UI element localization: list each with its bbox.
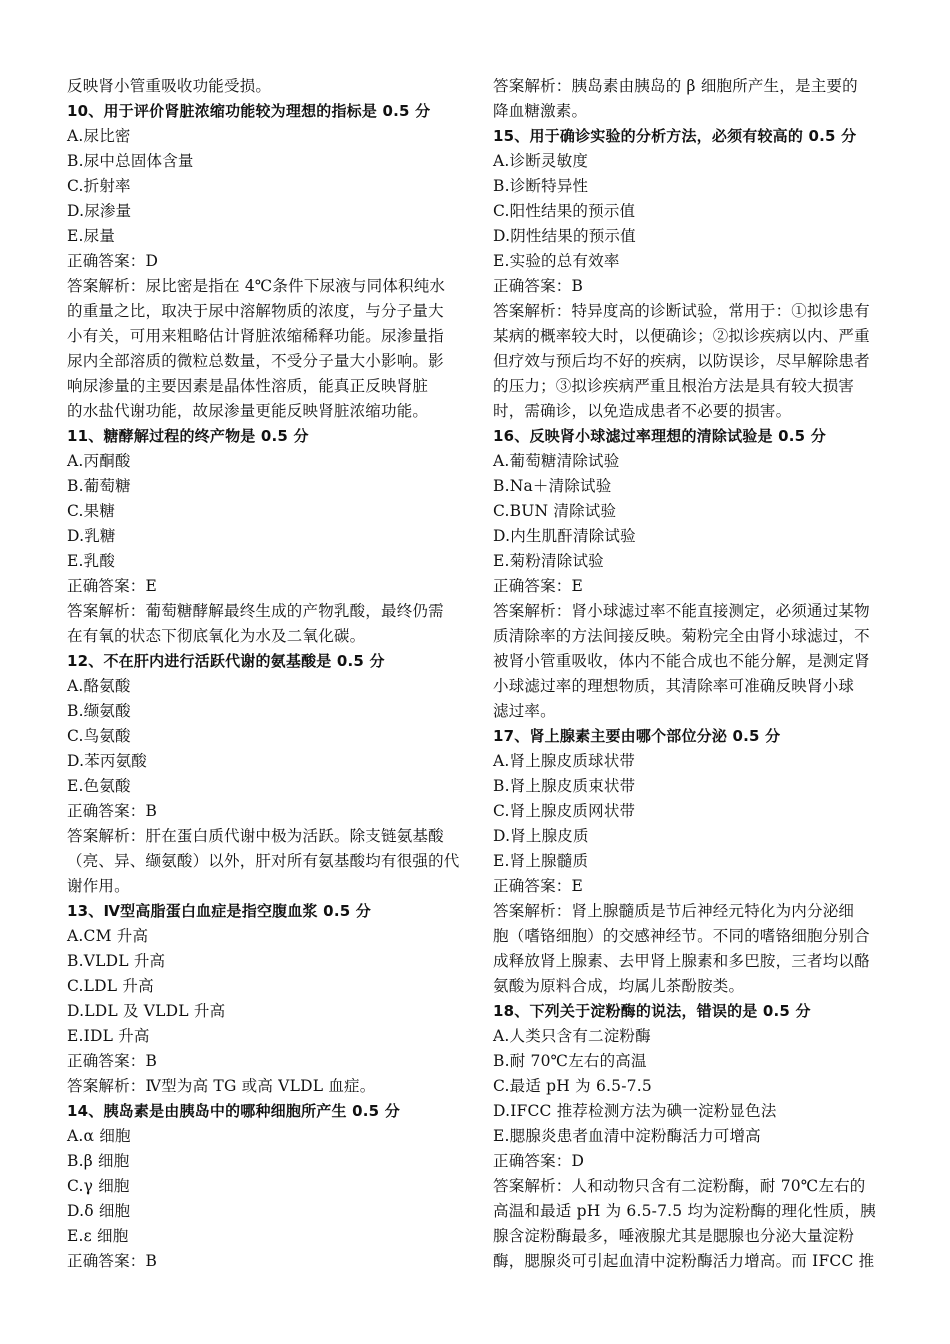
left-answer-option: C.折射率 — [67, 177, 131, 195]
right-explanation-line: 小球滤过率的理想物质，其清除率可准确反映肾小球 — [493, 677, 855, 695]
left-answer-option: C.LDL 升高 — [67, 977, 154, 995]
right-answer-option: B.诊断特异性 — [493, 177, 589, 195]
right-answer-option: E.腮腺炎患者血清中淀粉酶活力可增高 — [493, 1127, 761, 1145]
left-explanation-line: 响尿渗量的主要因素是晶体性溶质，能真正反映肾脏 — [67, 377, 429, 395]
right-answer-option: D.内生肌酐清除试验 — [493, 527, 636, 545]
right-answer-option: E.实验的总有效率 — [493, 252, 620, 270]
right-answer-option: D.肾上腺皮质 — [493, 827, 589, 845]
left-answer-option: D.苯丙氨酸 — [67, 752, 148, 770]
right-explanation-line: 质清除率的方法间接反映。菊粉完全由肾小球滤过，不 — [493, 627, 870, 645]
right-question-heading: 15、用于确诊实验的分析方法，必须有较高的 0.5 分 — [493, 127, 857, 145]
left-answer-option: C.鸟氨酸 — [67, 727, 131, 745]
right-explanation-line: 降血糖激素。 — [493, 102, 588, 120]
right-explanation-line: 答案解析：肾小球滤过率不能直接测定，必须通过某物 — [493, 602, 870, 620]
right-answer-option: E.菊粉清除试验 — [493, 552, 604, 570]
right-answer-option: A.肾上腺皮质球状带 — [493, 752, 636, 770]
left-answer-option: A.α 细胞 — [67, 1127, 131, 1145]
right-explanation-line: 答案解析：人和动物只含有二淀粉酶，耐 70℃左右的 — [493, 1177, 866, 1195]
right-answer-option: E.肾上腺髓质 — [493, 852, 589, 870]
right-explanation-line: 某病的概率较大时，以便确诊；②拟诊疾病以内、严重 — [493, 327, 870, 345]
left-answer-option: A.丙酮酸 — [67, 452, 131, 470]
right-question-heading: 16、反映肾小球滤过率理想的清除试验是 0.5 分 — [493, 427, 826, 445]
left-answer-option: E.乳酸 — [67, 552, 116, 570]
left-answer-option: B.尿中总固体含量 — [67, 152, 194, 170]
right-explanation-line: 酶，腮腺炎可引起血清中淀粉酶活力增高。而 IFCC 推 — [493, 1252, 875, 1270]
left-answer-option: B.葡萄糖 — [67, 477, 131, 495]
right-correct-answer: 正确答案：E — [493, 877, 584, 895]
left-explanation-line: 小有关，可用来粗略估计肾脏浓缩稀释功能。尿渗量指 — [67, 327, 444, 345]
left-answer-option: C.γ 细胞 — [67, 1177, 130, 1195]
right-explanation-line: 高温和最适 pH 为 6.5-7.5 均为淀粉酶的理化性质，胰 — [493, 1202, 876, 1220]
right-explanation-line: 氨酸为原料合成，均属儿茶酚胺类。 — [493, 977, 745, 995]
right-explanation-line: 但疗效与预后均不好的疾病，以防误诊，尽早解除患者 — [493, 352, 870, 370]
left-answer-option: D.尿渗量 — [67, 202, 132, 220]
left-answer-option: B.β 细胞 — [67, 1152, 130, 1170]
left-explanation-line: 谢作用。 — [67, 877, 130, 895]
right-question-heading: 18、下列关于淀粉酶的说法，错误的是 0.5 分 — [493, 1002, 811, 1020]
left-answer-option: A.尿比密 — [67, 127, 131, 145]
right-correct-answer: 正确答案：E — [493, 577, 584, 595]
left-answer-option: A.酪氨酸 — [67, 677, 131, 695]
left-correct-answer: 正确答案：B — [67, 1052, 158, 1070]
right-correct-answer: 正确答案：B — [493, 277, 584, 295]
right-answer-option: D.IFCC 推荐检测方法为碘一淀粉显色法 — [493, 1102, 777, 1120]
right-explanation-line: 滤过率。 — [493, 702, 556, 720]
left-answer-option: B.缬氨酸 — [67, 702, 131, 720]
left-question-heading: 12、不在肝内进行活跃代谢的氨基酸是 0.5 分 — [67, 652, 385, 670]
right-explanation-line: 胞（嗜铬细胞）的交感神经节。不同的嗜铬细胞分别合 — [493, 927, 870, 945]
left-answer-option: D.δ 细胞 — [67, 1202, 131, 1220]
left-correct-answer: 正确答案：B — [67, 1252, 158, 1270]
left-explanation-line: 反映肾小管重吸收功能受损。 — [67, 77, 272, 95]
left-answer-option: B.VLDL 升高 — [67, 952, 166, 970]
left-explanation-line: 尿内全部溶质的微粒总数量，不受分子量大小影响。影 — [67, 352, 444, 370]
right-explanation-line: 时，需确诊，以免造成患者不必要的损害。 — [493, 402, 792, 420]
right-column — [493, 74, 886, 1274]
left-column — [67, 74, 460, 1274]
left-question-heading: 14、胰岛素是由胰岛中的哪种细胞所产生 0.5 分 — [67, 1102, 400, 1120]
left-explanation-line: 的重量之比，取决于尿中溶解物质的浓度，与分子量大 — [67, 302, 444, 320]
left-answer-option: C.果糖 — [67, 502, 116, 520]
left-correct-answer: 正确答案：B — [67, 802, 158, 820]
right-answer-option: C.阳性结果的预示值 — [493, 202, 636, 220]
right-explanation-line: 成释放肾上腺素、去甲肾上腺素和多巴胺，三者均以酪 — [493, 952, 870, 970]
right-explanation-line: 答案解析：特异度高的诊断试验，常用于：①拟诊患有 — [493, 302, 870, 320]
right-correct-answer: 正确答案：D — [493, 1152, 585, 1170]
left-question-heading: 13、Ⅳ型高脂蛋白血症是指空腹血浆 0.5 分 — [67, 902, 371, 920]
right-explanation-line: 腺含淀粉酶最多，唾液腺尤其是腮腺也分泌大量淀粉 — [493, 1227, 855, 1245]
left-answer-option: E.IDL 升高 — [67, 1027, 150, 1045]
right-answer-option: A.人类只含有二淀粉酶 — [493, 1027, 651, 1045]
left-answer-option: A.CM 升高 — [67, 927, 149, 945]
left-explanation-line: 答案解析：尿比密是指在 4℃条件下尿液与同体积纯水 — [67, 277, 446, 295]
right-explanation-line: 答案解析：肾上腺髓质是节后神经元特化为内分泌细 — [493, 902, 855, 920]
right-explanation-line: 答案解析：胰岛素由胰岛的 β 细胞所产生，是主要的 — [493, 77, 858, 95]
left-explanation-line: 答案解析：Ⅳ型为高 TG 或高 VLDL 血症。 — [67, 1077, 376, 1095]
right-answer-option: D.阴性结果的预示值 — [493, 227, 636, 245]
left-answer-option: E.尿量 — [67, 227, 116, 245]
right-answer-option: B.耐 70℃左右的高温 — [493, 1052, 647, 1070]
right-answer-option: C.肾上腺皮质网状带 — [493, 802, 636, 820]
right-explanation-line: 的压力；③拟诊疾病严重且根治方法是具有较大损害 — [493, 377, 855, 395]
left-answer-option: D.LDL 及 VLDL 升高 — [67, 1002, 226, 1020]
left-explanation-line: （亮、异、缬氨酸）以外，肝对所有氨基酸均有很强的代 — [67, 852, 460, 870]
left-answer-option: E.ε 细胞 — [67, 1227, 129, 1245]
left-explanation-line: 答案解析：肝在蛋白质代谢中极为活跃。除支链氨基酸 — [67, 827, 444, 845]
left-question-heading: 11、糖酵解过程的终产物是 0.5 分 — [67, 427, 309, 445]
right-answer-option: B.肾上腺皮质束状带 — [493, 777, 636, 795]
right-answer-option: B.Na＋清除试验 — [493, 477, 612, 495]
left-correct-answer: 正确答案：E — [67, 577, 158, 595]
right-explanation-line: 被肾小管重吸收，体内不能合成也不能分解，是测定肾 — [493, 652, 870, 670]
right-answer-option: A.诊断灵敏度 — [493, 152, 589, 170]
right-answer-option: A.葡萄糖清除试验 — [493, 452, 620, 470]
left-explanation-line: 在有氧的状态下彻底氧化为水及二氧化碳。 — [67, 627, 366, 645]
left-explanation-line: 的水盐代谢功能，故尿渗量更能反映肾脏浓缩功能。 — [67, 402, 429, 420]
left-answer-option: D.乳糖 — [67, 527, 116, 545]
right-answer-option: C.BUN 清除试验 — [493, 502, 617, 520]
left-explanation-line: 答案解析：葡萄糖酵解最终生成的产物乳酸，最终仍需 — [67, 602, 444, 620]
right-question-heading: 17、肾上腺素主要由哪个部位分泌 0.5 分 — [493, 727, 781, 745]
left-answer-option: E.色氨酸 — [67, 777, 131, 795]
left-correct-answer: 正确答案：D — [67, 252, 159, 270]
left-question-heading: 10、用于评价肾脏浓缩功能较为理想的指标是 0.5 分 — [67, 102, 431, 120]
right-answer-option: C.最适 pH 为 6.5-7.5 — [493, 1077, 652, 1095]
